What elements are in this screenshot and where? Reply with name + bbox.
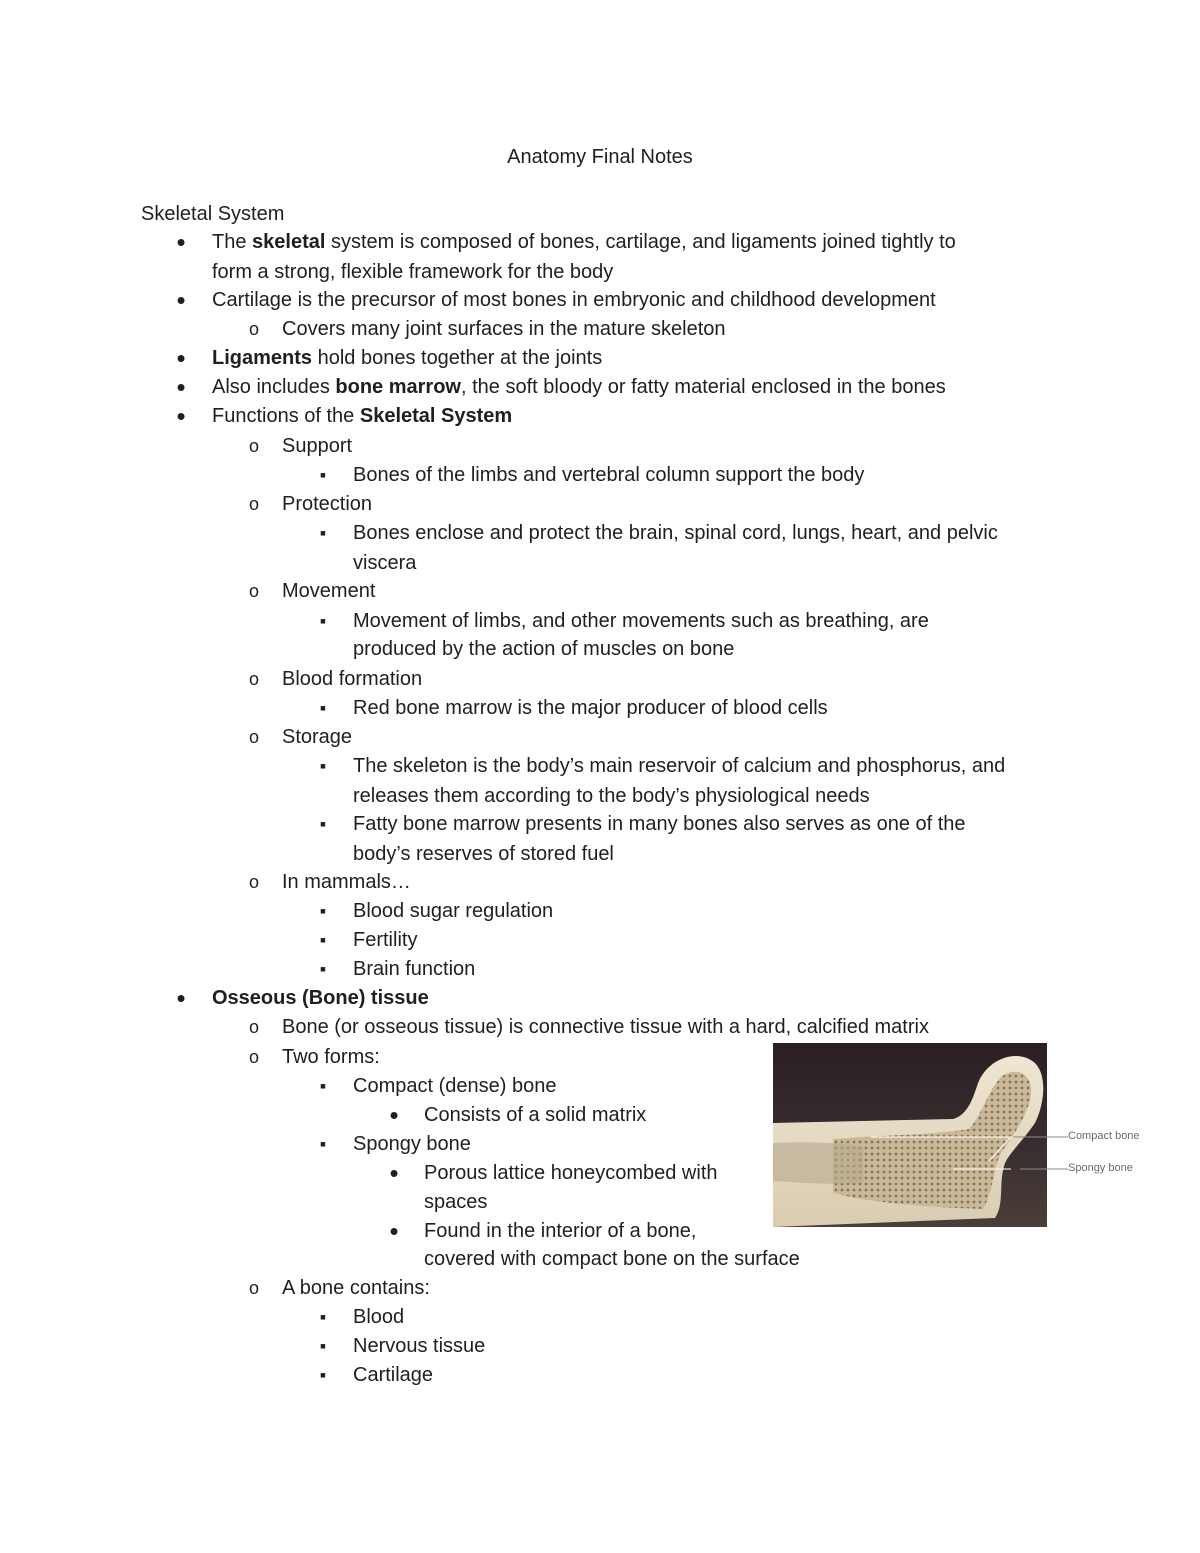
bullet-disc	[384, 1159, 404, 1190]
list-item: Movement	[282, 580, 376, 602]
label-leader-lines	[1020, 1130, 1070, 1180]
bone-illustration	[773, 1043, 1047, 1227]
list-item: Nervous tissue	[353, 1335, 486, 1357]
list-item: Blood sugar regulation	[353, 900, 554, 922]
list-item-continuation: form a strong, flexible framework for the body	[212, 261, 614, 283]
list-item: Brain function	[353, 958, 476, 980]
bullet-disc	[171, 984, 191, 1015]
list-item-continuation: spaces	[424, 1191, 488, 1213]
bullet-square	[313, 1072, 333, 1100]
bullet-circle	[244, 723, 264, 751]
list-item: Spongy bone	[353, 1133, 471, 1155]
list-item: A bone contains:	[282, 1277, 430, 1299]
list-item: In mammals…	[282, 871, 411, 893]
list-item: Fatty bone marrow presents in many bones also serves as one of the	[353, 813, 966, 835]
list-item: The skeletal system is composed of bones, cartilage, and ligaments joined tightly to	[212, 231, 956, 253]
list-item: Cartilage is the precursor of most bones in embryonic and childhood development	[212, 289, 936, 311]
list-item: Bones enclose and protect the brain, spinal cord, lungs, heart, and pelvic	[353, 522, 998, 544]
bullet-circle	[244, 315, 264, 343]
list-item: Fertility	[353, 929, 418, 951]
list-item-continuation: body’s reserves of stored fuel	[353, 843, 614, 865]
bullet-disc	[171, 402, 191, 433]
list-item-continuation: releases them according to the body’s physiological needs	[353, 785, 870, 807]
bullet-circle	[244, 490, 264, 518]
bullet-square	[313, 955, 333, 983]
list-item: Movement of limbs, and other movements such as breathing, are	[353, 610, 929, 632]
bullet-square	[313, 607, 333, 635]
bullet-square	[313, 1130, 333, 1158]
bullet-circle	[244, 577, 264, 605]
list-item: Osseous (Bone) tissue	[212, 987, 429, 1009]
bullet-square	[313, 926, 333, 954]
list-item: Found in the interior of a bone,	[424, 1220, 697, 1242]
list-item: Blood formation	[282, 668, 423, 690]
bullet-square	[313, 897, 333, 925]
bullet-disc	[171, 373, 191, 404]
bullet-circle	[244, 1013, 264, 1041]
list-item: Covers many joint surfaces in the mature skeleton	[282, 318, 726, 340]
bullet-square	[313, 519, 333, 547]
bone-cross-section-figure	[773, 1043, 1047, 1227]
list-item: Storage	[282, 726, 353, 748]
bullet-square	[313, 1361, 333, 1389]
list-item: Cartilage	[353, 1364, 434, 1386]
bullet-disc	[171, 286, 191, 317]
bullet-circle	[244, 1043, 264, 1071]
bullet-circle	[244, 1274, 264, 1302]
list-item: Consists of a solid matrix	[424, 1104, 647, 1126]
list-item: Blood	[353, 1306, 405, 1328]
bullet-disc	[384, 1217, 404, 1248]
list-item: Protection	[282, 493, 373, 515]
list-item: Support	[282, 435, 353, 457]
bullet-disc	[171, 344, 191, 375]
bullet-square	[313, 810, 333, 838]
bullet-circle	[244, 432, 264, 460]
bone-photo	[773, 1043, 1047, 1227]
bullet-square	[313, 752, 333, 780]
bullet-disc	[171, 228, 191, 259]
list-item-continuation: viscera	[353, 552, 417, 574]
list-item: Two forms:	[282, 1046, 380, 1068]
list-item-continuation: covered with compact bone on the surface	[424, 1248, 800, 1270]
bullet-square	[313, 1332, 333, 1360]
list-item: Ligaments hold bones together at the joints	[212, 347, 603, 369]
bullet-circle	[244, 868, 264, 896]
list-item: Porous lattice honeycombed with	[424, 1162, 718, 1184]
list-item-continuation: produced by the action of muscles on bone	[353, 638, 735, 660]
list-item: Compact (dense) bone	[353, 1075, 557, 1097]
bullet-square	[313, 1303, 333, 1331]
list-item: Red bone marrow is the major producer of blood cells	[353, 697, 828, 719]
list-item: Also includes bone marrow, the soft bloody or fatty material enclosed in the bones	[212, 376, 946, 398]
compact-bone-label: Compact bone	[1068, 1130, 1140, 1142]
list-item: Bone (or osseous tissue) is connective tissue with a hard, calcified matrix	[282, 1016, 929, 1038]
bullet-square	[313, 461, 333, 489]
list-item: Bones of the limbs and vertebral column support the body	[353, 464, 865, 486]
document-title: Anatomy Final Notes	[507, 146, 693, 168]
bullet-disc	[384, 1101, 404, 1132]
spongy-bone-label: Spongy bone	[1068, 1162, 1133, 1174]
bullet-circle	[244, 665, 264, 693]
list-item: The skeleton is the body’s main reservoir of calcium and phosphorus, and	[353, 755, 1006, 777]
section-heading: Skeletal System	[141, 203, 285, 225]
list-item: Functions of the Skeletal System	[212, 405, 513, 427]
bullet-square	[313, 694, 333, 722]
